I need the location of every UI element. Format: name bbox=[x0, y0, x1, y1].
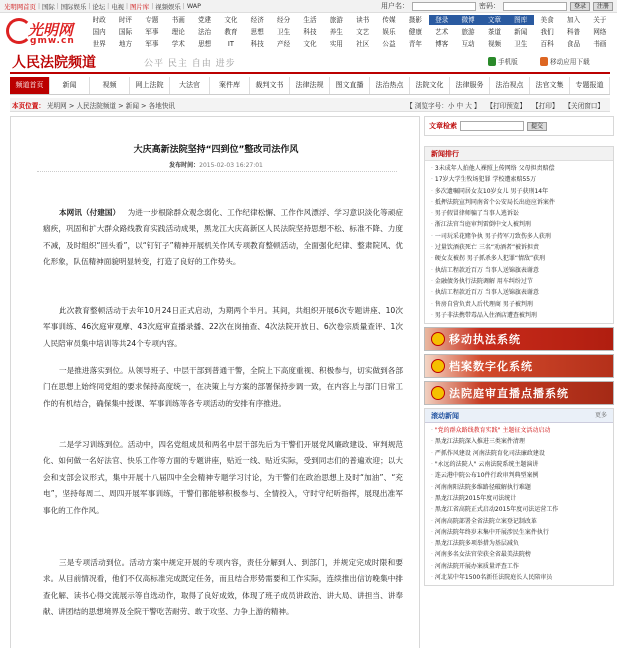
channel-link[interactable]: 社区 bbox=[356, 40, 370, 48]
rolling-news-item[interactable]: · "党的群众路线教育实践" 主题征文活动启动 bbox=[431, 425, 609, 436]
channel-link[interactable]: 思想 bbox=[250, 28, 264, 36]
print-preview-link[interactable]: 【打印预览】 bbox=[486, 101, 527, 110]
print-link[interactable]: 【打印】 bbox=[532, 101, 559, 110]
channel-link[interactable]: 茶道 bbox=[487, 28, 502, 36]
rolling-news-item[interactable]: · 河南法院开展办案质量评查工作 bbox=[431, 561, 609, 572]
article-search-box bbox=[424, 116, 614, 136]
top-link-tv[interactable]: 电视 bbox=[111, 2, 124, 11]
breadcrumb[interactable]: 光明网 > 人民法院频道 > 新闻 > 各地快讯 bbox=[46, 101, 176, 110]
rolling-news-item[interactable]: · 河南法院年终岁末集中开展涉民生案件执行 bbox=[431, 527, 609, 538]
ranking-item[interactable]: · 男子非法携带毒品入住酒店遭查被判刑 bbox=[431, 310, 609, 321]
rolling-news-item[interactable]: · 河南南阳法院多维路径破解执行难题 bbox=[431, 482, 609, 493]
nav-item[interactable]: 网上法院 bbox=[130, 77, 170, 94]
article bbox=[10, 116, 420, 648]
court-emblem-icon bbox=[431, 359, 445, 373]
ranking-item[interactable]: · 3未成年人拍他人裸照上传网络 父母担责赔偿 bbox=[431, 163, 609, 174]
location-label: 本页位置： bbox=[12, 101, 45, 110]
app-icon bbox=[540, 57, 548, 66]
nav-item[interactable]: 法律法规 bbox=[290, 77, 330, 94]
channel-link[interactable]: 艺术 bbox=[435, 28, 449, 36]
news-ranking-title: 新闻排行 bbox=[425, 147, 613, 161]
username-input[interactable] bbox=[412, 2, 476, 11]
news-ranking-list bbox=[425, 161, 613, 323]
channel-link[interactable]: 文艺 bbox=[356, 28, 370, 36]
nav-item[interactable]: 频道首页 bbox=[10, 77, 50, 94]
ranking-item[interactable]: · 浙江法官当庭审判雷倒中文人被判刑 bbox=[431, 219, 609, 230]
main-nav bbox=[10, 77, 610, 95]
channel-link[interactable]: 新闻 bbox=[514, 28, 528, 36]
banner-label: 档案数字化系统 bbox=[449, 360, 533, 374]
channel-link[interactable]: 卫生 bbox=[277, 28, 291, 36]
channel-link[interactable]: 国内 bbox=[92, 28, 106, 36]
banner-label: 法院庭审直播点播系统 bbox=[449, 387, 569, 401]
rolling-news-more-link[interactable]: 更多 bbox=[594, 412, 607, 420]
article-paragraph: 本网讯（付建国） 为进一步根除群众观念弱化、工作纪律松懈、工作作风漂浮、学习意识淡化等顽症痼疾，巩固和扩大群众路线教育实践活动成果，黑龙江大庆高新区人民法院坚持思想不松、标准不降、力度不减，及时组织“回头看”，以“钉钉子”精神开展机关作风专项教育整顿活动，全面强化纪律、整肃院风、优化形象，队伍精神面貌明显转变，打造了良好的工作势头。 bbox=[43, 208, 404, 267]
channel-link[interactable]: 时政 bbox=[92, 16, 106, 24]
channel-link[interactable]: 科技 bbox=[250, 40, 264, 48]
channel-link[interactable]: 博客 bbox=[435, 40, 449, 48]
channel-grid bbox=[86, 15, 613, 49]
ranking-item[interactable]: · 执结工程款近百万 当事人送锦旗表谢意 bbox=[431, 287, 609, 298]
login-area bbox=[381, 1, 613, 11]
nav-item[interactable]: 大法官 bbox=[170, 77, 210, 94]
page-tools bbox=[406, 100, 604, 110]
channel-link[interactable]: 军事 bbox=[145, 40, 159, 48]
channel-link[interactable]: 法治 bbox=[197, 28, 212, 36]
rolling-news-item[interactable]: · "永远的法院人" 云南法院系统主题演讲 bbox=[431, 459, 609, 470]
channel-link[interactable]: 文化 bbox=[224, 16, 238, 24]
rolling-news-item[interactable]: · 河南多名女法官荣获全省最美法院榜 bbox=[431, 549, 609, 560]
password-label: 密码： bbox=[478, 2, 500, 10]
channel-link[interactable]: 娱乐 bbox=[382, 28, 396, 36]
channel-link[interactable]: 关于 bbox=[593, 16, 607, 24]
ranking-item[interactable]: · 售房自营负责人后代理商 男子被判刑 bbox=[431, 299, 609, 310]
nav-item[interactable]: 图文直播 bbox=[330, 77, 370, 94]
article-paragraph: 二是学习训练到位。活动中，四名党组成员和两名中层干部先后为干警们开展党风廉政建设、审判规范化、如何做一名好法官、快乐工作等方面的专题讲座，贴近一线、贴近实际，受到同志们的普遍欢迎；以大会和支部会议形式，集中开展十八届四中全会精神专题学习讨论，为干警们在政治思想上及时“加油”、“充电”，坚持每周二、周四开展军事训练，干警们都能够积极参与、全情投入，守时守纪听指挥，展现出准军事化的工作作风。 bbox=[43, 440, 403, 515]
channel-link[interactable]: 登录 bbox=[429, 15, 455, 25]
article-paragraph: 一是推进落实到位。从领导班子、中层干部到普通干警，全院上下高度重视、积极参与，切实做到各部门在思想上始终同党组的要求保持高度统一，在决策上与方案的部署保持步调一致，在内容上与部门日常工作的有机结合，确保集中授课、军事训练等各专项活动的安排有序推进。 bbox=[43, 366, 403, 408]
rolling-news-title: 滚动新闻 bbox=[431, 412, 459, 421]
rolling-news-item[interactable]: · 河北某中年1500名新任法院庭长人民陪审员 bbox=[431, 572, 609, 583]
channel-title: 人民法院频道 bbox=[12, 55, 96, 71]
top-link-intl[interactable]: 国际 bbox=[41, 2, 55, 11]
nav-item[interactable]: 法治热点 bbox=[370, 77, 410, 94]
site-logo[interactable] bbox=[4, 14, 84, 48]
top-link-photo[interactable]: 图片库 bbox=[130, 2, 150, 11]
publish-time-label: 发布时间： bbox=[169, 162, 200, 169]
article-paragraph: 此次教育整顿活动于去年10月24日正式启动，为期两个半月。其间，共组织开展6次专题讲座、10次军事训练、46次庭审观摩、43次庭审直播录播、22次在岗抽查、4次法院开放日、6次卷宗质量查评、1次人民陪审员集中培训等共24个专项内容。 bbox=[43, 306, 403, 348]
channel-link[interactable]: 旅游 bbox=[461, 28, 475, 36]
article-search-input[interactable] bbox=[460, 121, 524, 131]
channel-link[interactable]: 地方 bbox=[118, 40, 133, 48]
banner-label: 移动执法系统 bbox=[449, 333, 521, 347]
font-size-switch[interactable]: 【 浏览字号：小 中 大 】 bbox=[406, 101, 481, 110]
top-link-forum[interactable]: 论坛 bbox=[92, 2, 106, 11]
channel-link[interactable]: 传媒 bbox=[382, 16, 396, 24]
nav-item[interactable]: 案件库 bbox=[210, 77, 250, 94]
top-link-video[interactable]: 视频娱乐 bbox=[155, 2, 181, 11]
channel-link[interactable]: 文化 bbox=[303, 40, 317, 48]
banner-trial-broadcast[interactable] bbox=[424, 381, 614, 405]
rolling-news-item[interactable]: · 严抓作风建设 河南法院育化司法廉政建设 bbox=[431, 448, 609, 459]
banner-archive-digitization[interactable] bbox=[424, 354, 614, 378]
password-input[interactable] bbox=[503, 2, 567, 11]
channel-link[interactable]: 科技 bbox=[303, 28, 317, 36]
channel-link[interactable]: 微博 bbox=[455, 15, 481, 25]
channel-link[interactable]: 养生 bbox=[329, 28, 343, 36]
article-search-submit[interactable]: 提交 bbox=[527, 122, 547, 131]
ranking-item[interactable]: · 一司玩采花赌争执 男子持军刀致伤多人获刑 bbox=[431, 231, 609, 242]
channel-header bbox=[10, 52, 610, 74]
channel-link[interactable]: 思想 bbox=[197, 40, 212, 48]
channel-link[interactable]: 摄影 bbox=[408, 16, 422, 24]
top-link-home[interactable]: 光明网首页 bbox=[4, 2, 36, 11]
channel-link[interactable]: 卫生 bbox=[514, 40, 528, 48]
channel-link[interactable]: 书画 bbox=[171, 16, 185, 24]
ranking-item[interactable]: · 抵押法院宣判同南省个公安局长出庭应诉案件 bbox=[431, 197, 609, 208]
channel-link[interactable]: 科普 bbox=[566, 28, 581, 36]
logo-text: 光明网 bbox=[28, 21, 74, 39]
mobile-app-link[interactable] bbox=[540, 56, 590, 66]
nav-item[interactable]: 法治视点 bbox=[490, 77, 530, 94]
channel-link[interactable]: 视频 bbox=[487, 40, 502, 48]
ranking-item[interactable]: · 硬女友被拐 男子抓杀多人犯罪“情敌”获刑 bbox=[431, 253, 609, 264]
ranking-item[interactable]: · 金融债务执行法院调解 用车纠纷过节 bbox=[431, 276, 609, 287]
nav-item[interactable]: 专题报道 bbox=[570, 77, 610, 94]
court-emblem-icon bbox=[431, 332, 445, 346]
paragraph-lead: 本网讯（付建国） bbox=[59, 208, 121, 217]
channel-link[interactable]: 学术 bbox=[171, 40, 185, 48]
close-window-link[interactable]: 【关闭窗口】 bbox=[564, 101, 604, 110]
mobile-version-label: 手机版 bbox=[498, 58, 518, 66]
channel-link[interactable]: 经济 bbox=[250, 16, 264, 24]
nav-item[interactable]: 法官文集 bbox=[530, 77, 570, 94]
news-ranking-box bbox=[424, 146, 614, 324]
top-link-intl-ent[interactable]: 国际娱乐 bbox=[60, 2, 87, 11]
channel-link[interactable]: 教育 bbox=[224, 28, 238, 36]
top-bar: 光明网首页 | 国际 | 国际娱乐 | 论坛 | 电视 | 图片库 | 视频娱乐 | WAP 用户名： 密码： 登录 注册 bbox=[0, 0, 617, 13]
channel-link[interactable]: 实用 bbox=[329, 40, 343, 48]
rolling-news-item[interactable]: · 连云港中院公布10件行政审判典型案例 bbox=[431, 470, 609, 481]
channel-link[interactable]: 旅游 bbox=[329, 16, 343, 24]
nav-item[interactable]: 法律服务 bbox=[450, 77, 490, 94]
channel-link[interactable]: 生活 bbox=[303, 16, 317, 24]
ranking-item[interactable]: · 多次遗嘱同居女友10岁女儿 男子获刑14年 bbox=[431, 186, 609, 197]
nav-item[interactable]: 法院文化 bbox=[410, 77, 450, 94]
channel-slogan: 公平 民主 自由 进步 bbox=[144, 59, 236, 69]
channel-link[interactable]: 时评 bbox=[118, 16, 133, 24]
ranking-item[interactable]: · 男子假冒律师骗了当事人逃诉讼 bbox=[431, 208, 609, 219]
rolling-news-item[interactable]: · 黑龙江法院深入推进三类案件清理 bbox=[431, 436, 609, 447]
channel-link[interactable]: 美食 bbox=[540, 16, 554, 24]
sidebar bbox=[424, 116, 614, 648]
channel-link[interactable]: 军事 bbox=[145, 28, 159, 36]
article-search-label: 文章检索 bbox=[429, 122, 457, 130]
article-title: 大庆高新法院坚持“四到位”整改司法作风 bbox=[133, 145, 299, 155]
channel-link[interactable]: 党建 bbox=[197, 16, 212, 24]
channel-link[interactable]: 食品 bbox=[566, 40, 581, 48]
channel-link[interactable]: 文章 bbox=[481, 15, 507, 25]
top-link-wap[interactable]: WAP bbox=[186, 2, 202, 10]
channel-link[interactable]: 世界 bbox=[92, 40, 106, 48]
article-meta bbox=[11, 160, 421, 169]
article-paragraph: 三是专项活动到位。活动方案中规定开展的专项内容，责任分解到人、到部门，并规定完成时限和要求。从目前情况看，他们不仅高标准完成既定任务，而且结合形势需要和工作实际，连续推出信访晚集中排查化解、读书心得交流展示等自选动作，取得了良好成效，体现了班子成员讲政治、讲大局、讲担当、讲奉献、讲团结的思想境界及全院干警吃苦耐劳、敢于攻坚、力争上游的精神。 bbox=[43, 558, 403, 617]
publish-time: 2015-02-03 16:27:01 bbox=[199, 162, 263, 169]
channel-link[interactable]: 公益 bbox=[382, 40, 396, 48]
rolling-news-list bbox=[425, 423, 613, 585]
username-label: 用户名： bbox=[380, 2, 409, 10]
channel-link[interactable]: 国际 bbox=[118, 28, 133, 36]
channel-link[interactable]: 书画 bbox=[593, 40, 607, 48]
nav-item[interactable]: 新闻 bbox=[50, 77, 90, 94]
rolling-news-header bbox=[425, 409, 613, 423]
channel-link[interactable]: 图库 bbox=[508, 15, 534, 25]
location-bar bbox=[10, 98, 610, 112]
channel-link[interactable]: 读书 bbox=[356, 16, 370, 24]
channel-link[interactable]: 网络 bbox=[593, 28, 607, 36]
ranking-item[interactable]: · 17岁大学生牧场犯罪 学校遭索赔55万 bbox=[431, 174, 609, 185]
channel-link[interactable]: 产经 bbox=[277, 40, 291, 48]
channel-link[interactable]: 百科 bbox=[540, 40, 554, 48]
banner-mobile-enforcement[interactable] bbox=[424, 327, 614, 351]
channel-link[interactable]: 专题 bbox=[145, 16, 159, 24]
logo-domain: gmw.cn bbox=[30, 36, 75, 46]
login-button[interactable]: 登录 bbox=[570, 2, 590, 11]
mobile-app-label: 移动应用下载 bbox=[550, 58, 590, 66]
channel-link[interactable]: 我们 bbox=[540, 28, 554, 36]
channel-link[interactable]: 理论 bbox=[171, 28, 185, 36]
register-button[interactable]: 注册 bbox=[593, 2, 613, 11]
court-emblem-icon bbox=[431, 386, 445, 400]
channel-link[interactable]: 加入 bbox=[566, 16, 581, 24]
title-divider bbox=[37, 171, 397, 172]
nav-item[interactable]: 裁判文书 bbox=[250, 77, 290, 94]
channel-link[interactable]: 互动 bbox=[461, 40, 475, 48]
phone-icon bbox=[488, 57, 496, 66]
channel-link[interactable]: 青年 bbox=[408, 40, 422, 48]
nav-item[interactable]: 视频 bbox=[90, 77, 130, 94]
channel-link[interactable]: 经分 bbox=[277, 16, 291, 24]
ranking-item[interactable]: · 过量饮酒获死亡 三名“劝酒者”被诉担责 bbox=[431, 242, 609, 253]
rolling-news-item[interactable]: · 黑龙江省高院正式启动2015年度司法运营工作 bbox=[431, 504, 609, 515]
rolling-news-box bbox=[424, 408, 614, 586]
rolling-news-item[interactable]: · 黑龙江法院多项举措为基层减负 bbox=[431, 538, 609, 549]
mobile-version-link[interactable] bbox=[488, 56, 518, 66]
channel-link[interactable]: 健康 bbox=[408, 28, 422, 36]
channel-link[interactable]: IT bbox=[227, 40, 234, 48]
ranking-item[interactable]: · 执结工程款近百万 当事人送锦旗表谢意 bbox=[431, 265, 609, 276]
rolling-news-item[interactable]: · 黑龙江法院2015年度司法统计 bbox=[431, 493, 609, 504]
rolling-news-item[interactable]: · 河南高院部署全省法院立案登记制改革 bbox=[431, 516, 609, 527]
